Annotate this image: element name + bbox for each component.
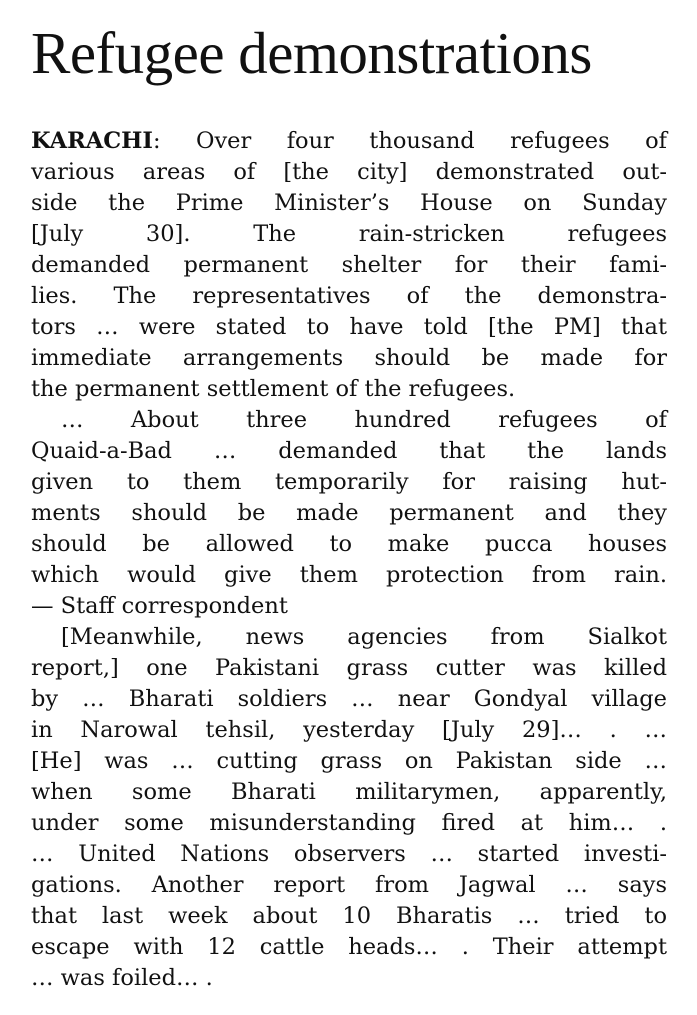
body-line-10: … About three hundred refugees of [61,407,667,433]
body-line-11: Quaid-a-Bad … demanded that the lands [31,438,667,464]
article-body [31,126,667,994]
body-line-12: given to them temporarily for raising hut- [31,469,667,495]
body-line-15: which would give them protection from rain. [31,562,667,588]
body-line-7: tors … were stated to have told [the PM] that [31,314,667,340]
body-line-4: [July 30]. The rain-stricken refugees [31,221,667,247]
byline: — Staff correspondent [31,593,288,619]
body-line-1: KARACHI: Over four thousand refugees of [31,128,667,154]
body-line-22: when some Bharati militarymen, apparently, [31,779,667,805]
headline: Refugee demonstrations [31,20,592,86]
body-line-17: [Meanwhile, news agencies from Sialkot [61,624,667,650]
article [31,18,667,994]
body-line-24: … United Nations observers … started investi- [31,841,667,867]
body-line-6: lies. The representatives of the demonstra- [31,283,667,309]
body-line-13: ments should be made permanent and they [31,500,667,526]
body-line-14: should be allowed to make pucca houses [31,531,667,557]
body-line-25: gations. Another report from Jagwal … says [31,872,667,898]
body-line-9: the permanent settlement of the refugees. [31,376,516,402]
body-line-26: that last week about 10 Bharatis … tried to [31,903,667,929]
body-line-18: report,] one Pakistani grass cutter was killed [31,655,667,681]
body-line-19: by … Bharati soldiers … near Gondyal village [31,686,667,712]
body-line-23: under some misunderstanding fired at him… . [31,810,667,836]
body-line-2: various areas of [the city] demonstrated out- [31,159,667,185]
body-line-5: demanded permanent shelter for their fami- [31,252,667,278]
body-line-8: immediate arrangements should be made for [31,345,667,371]
dateline: KARACHI [31,128,153,154]
body-line-20: in Narowal tehsil, yesterday [July 29]… . … [31,717,667,743]
body-line-3: side the Prime Minister’s House on Sunday [31,190,667,216]
body-line-27: escape with 12 cattle heads… . Their attempt [31,934,667,960]
body-line-28: … was foiled… . [31,965,213,991]
body-line-21: [He] was … cutting grass on Pakistan side … [31,748,667,774]
